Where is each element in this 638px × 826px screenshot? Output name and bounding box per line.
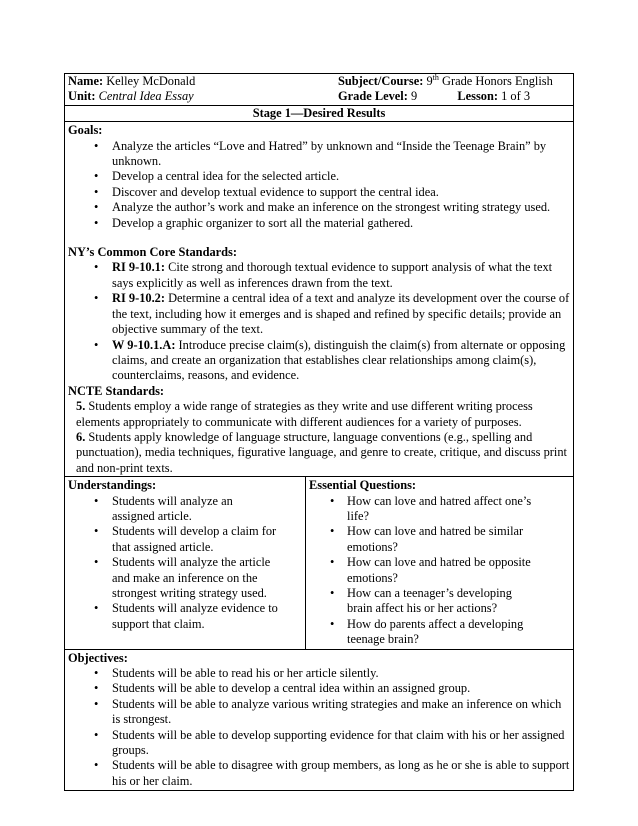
unit-value: Central Idea Essay bbox=[98, 89, 194, 104]
list-item: • Students will be able to develop supporting evidence for that claim with his or her assigned groups. bbox=[68, 728, 570, 759]
lesson-value: 1 of 3 bbox=[501, 89, 531, 104]
ncte-number: 6. bbox=[76, 429, 86, 444]
understandings-cell bbox=[65, 477, 306, 649]
list-item: • Analyze the author’s work and make an inference on the strongest writing strategy used. bbox=[68, 200, 570, 215]
list-item: • How can love and hatred be similar emotions? bbox=[309, 524, 540, 555]
unit-field bbox=[68, 89, 338, 104]
subject-label: Subject/Course: bbox=[338, 74, 424, 88]
understandings-heading: Understandings: bbox=[68, 478, 157, 493]
standard-code: W 9-10.1.A: bbox=[112, 337, 176, 352]
unit-label: Unit: bbox=[68, 89, 96, 104]
understandings-row bbox=[65, 477, 574, 649]
subject-sup: th bbox=[432, 72, 439, 82]
list-item: • Develop a graphic organizer to sort all the material gathered. bbox=[68, 216, 570, 231]
essential-questions-cell bbox=[306, 477, 574, 649]
goals-heading: Goals: bbox=[68, 123, 103, 138]
goals-row bbox=[65, 122, 574, 477]
standard-text: Determine a central idea of a text and analyze its development over the course of the text, including how it emerges and is shaped and refined by specific details; provide an objective summary of the text. bbox=[112, 291, 570, 337]
stage-row bbox=[65, 105, 574, 121]
name-value: Kelley McDonald bbox=[106, 74, 196, 88]
ncte-text: Students employ a wide range of strategies as they write and use different writing process elements appropriately to communicate with different audiences for a variety of purposes. bbox=[76, 399, 533, 429]
list-item: • Students will be able to develop a central idea within an assigned group. bbox=[68, 681, 570, 696]
understandings-list bbox=[68, 494, 302, 633]
header-row bbox=[65, 74, 574, 106]
list-item: • Students will be able to disagree with group members, as long as he or she is able to support his or her claim. bbox=[68, 758, 570, 789]
list-item: • How can love and hatred be opposite emotions? bbox=[309, 555, 540, 586]
list-item: • How do parents affect a developing teenage brain? bbox=[309, 617, 540, 648]
goals-list bbox=[68, 139, 570, 231]
standard-code: RI 9-10.1: bbox=[112, 260, 165, 275]
standard-text: Cite strong and thorough textual evidence to support analysis of what the text says explicitly as well as inferences drawn from the text. bbox=[112, 260, 553, 290]
objectives-row bbox=[65, 649, 574, 791]
name-label: Name: bbox=[68, 74, 104, 88]
standard-item bbox=[68, 260, 570, 291]
ncte-heading: NCTE Standards: bbox=[68, 383, 165, 398]
ncte-standard bbox=[68, 399, 570, 430]
list-item: • Students will develop a claim for that assigned article. bbox=[68, 524, 278, 555]
subject-value: Grade Honors English bbox=[442, 74, 553, 88]
list-item: • How can a teenager’s developing brain affect his or her actions? bbox=[309, 586, 540, 617]
grade-value: 9 bbox=[410, 89, 418, 104]
nys-heading: NY’s Common Core Standards: bbox=[68, 245, 237, 260]
stage-title: Stage 1—Desired Results bbox=[65, 105, 574, 121]
ncte-text: Students apply knowledge of language structure, language conventions (e.g., spelling and punctuation), media techniques, figurative language, and genre to create, critique, and discuss print and non-print texts. bbox=[76, 429, 567, 475]
nys-standards-list bbox=[68, 260, 570, 383]
lesson-plan-page bbox=[64, 73, 573, 791]
subject-field bbox=[338, 74, 553, 89]
list-item: • How can love and hatred affect one’s life? bbox=[309, 494, 540, 525]
standard-text: Introduce precise claim(s), distinguish the claim(s) from alternate or opposing claims, and create an organization that establishes clear relationships among claim(s), counterclaims, reasons, and evidence. bbox=[112, 337, 566, 383]
objectives-list bbox=[68, 666, 570, 789]
lesson-plan-table bbox=[64, 73, 574, 791]
list-item: • Discover and develop textual evidence to support the central idea. bbox=[68, 185, 570, 200]
ncte-number: 5. bbox=[76, 399, 86, 414]
standard-item bbox=[68, 291, 570, 337]
list-item: • Analyze the articles “Love and Hatred” by unknown and “Inside the Teenage Brain” by unknown. bbox=[68, 139, 570, 170]
standard-item bbox=[68, 338, 570, 384]
essential-questions-heading: Essential Questions: bbox=[309, 478, 417, 493]
objectives-heading: Objectives: bbox=[68, 650, 128, 665]
list-item: • Students will be able to read his or her article silently. bbox=[68, 666, 570, 681]
list-item: • Students will analyze the article and make an inference on the strongest writing strategy used. bbox=[68, 555, 278, 601]
grade-label: Grade Level: bbox=[338, 89, 408, 104]
lesson-label: Lesson: bbox=[457, 89, 499, 104]
standard-code: RI 9-10.2: bbox=[112, 291, 165, 306]
grade-lesson-field bbox=[338, 89, 530, 104]
name-field bbox=[68, 74, 338, 89]
essential-questions-list bbox=[309, 494, 570, 648]
objectives-cell bbox=[65, 649, 574, 791]
subject-grade: 9 bbox=[426, 74, 433, 88]
list-item: • Students will be able to analyze various writing strategies and make an inference on which is strongest. bbox=[68, 697, 570, 728]
ncte-standard bbox=[68, 430, 570, 476]
list-item: • Develop a central idea for the selected article. bbox=[68, 169, 570, 184]
list-item: • Students will analyze an assigned article. bbox=[68, 494, 278, 525]
list-item: • Students will analyze evidence to support that claim. bbox=[68, 601, 278, 632]
